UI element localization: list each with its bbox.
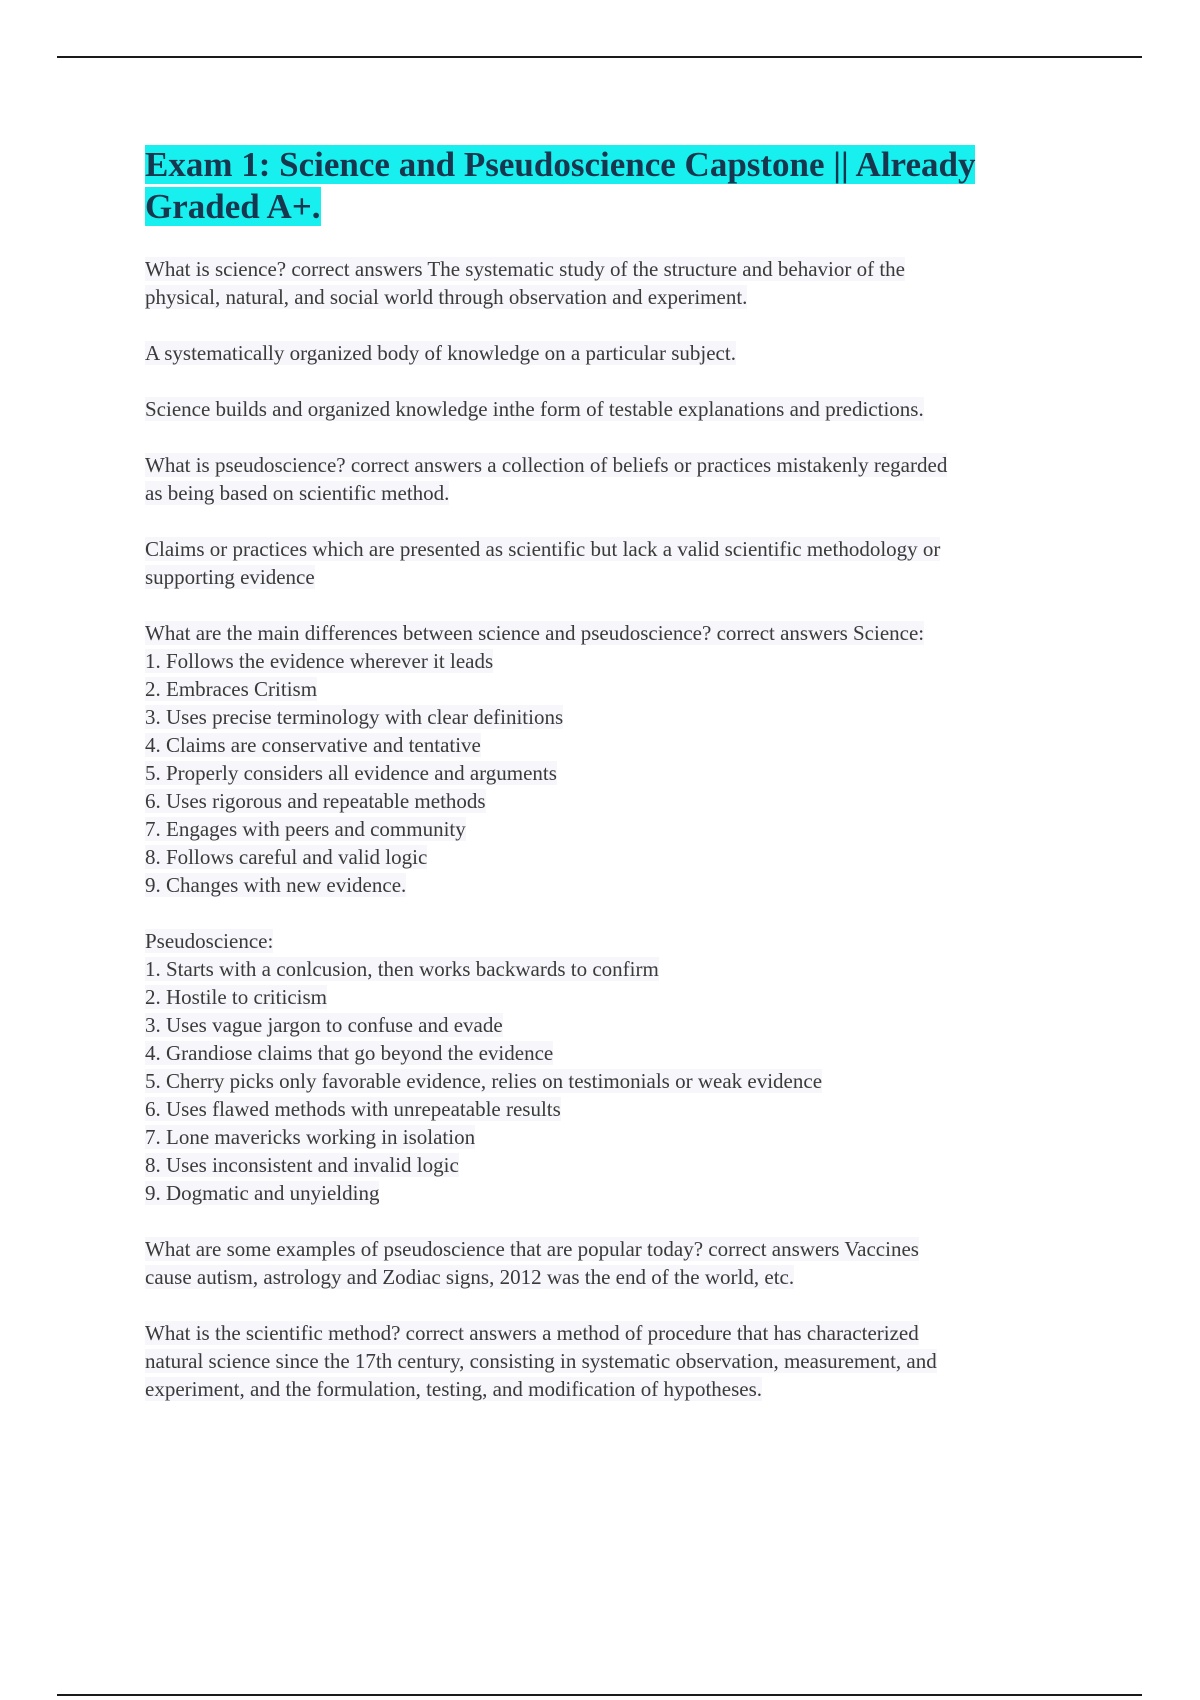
text-line: Science builds and organized knowledge inthe form of testable explanations and predictions. bbox=[145, 397, 924, 421]
list-item: Pseudoscience: bbox=[145, 929, 274, 953]
text-line: What is pseudoscience? correct answers a collection of beliefs or practices mistakenly regarded bbox=[145, 453, 948, 477]
list-item: 9. Dogmatic and unyielding bbox=[145, 1181, 380, 1205]
paragraph-organized-body bbox=[145, 339, 1075, 367]
text-line: as being based on scientific method. bbox=[145, 481, 450, 505]
list-item: 4. Grandiose claims that go beyond the evidence bbox=[145, 1041, 554, 1065]
list-item: 6. Uses flawed methods with unrepeatable results bbox=[145, 1097, 561, 1121]
text-line: supporting evidence bbox=[145, 565, 315, 589]
paragraph-science-definition bbox=[145, 255, 1075, 311]
list-item: 8. Uses inconsistent and invalid logic bbox=[145, 1153, 459, 1177]
text-line: physical, natural, and social world through observation and experiment. bbox=[145, 285, 748, 309]
list-item: 3. Uses vague jargon to confuse and evade bbox=[145, 1013, 503, 1037]
text-line: natural science since the 17th century, consisting in systematic observation, measurement, and bbox=[145, 1349, 937, 1373]
paragraph-science-builds bbox=[145, 395, 1075, 423]
list-item: 8. Follows careful and valid logic bbox=[145, 845, 428, 869]
text-line: experiment, and the formulation, testing, and modification of hypotheses. bbox=[145, 1377, 763, 1401]
text-line: Claims or practices which are presented as scientific but lack a valid scientific methodology or bbox=[145, 537, 941, 561]
list-item: 1. Follows the evidence wherever it leads bbox=[145, 649, 494, 673]
text-line: What is the scientific method? correct answers a method of procedure that has characterized bbox=[145, 1321, 919, 1345]
title-line: Exam 1: Science and Pseudoscience Capstone || Already bbox=[145, 145, 976, 184]
list-item: 7. Engages with peers and community bbox=[145, 817, 466, 841]
text-line: What are some examples of pseudoscience that are popular today? correct answers Vaccines bbox=[145, 1237, 919, 1261]
footer-rule bbox=[57, 1694, 1142, 1696]
list-item: 6. Uses rigorous and repeatable methods bbox=[145, 789, 486, 813]
document-body bbox=[145, 144, 1075, 1431]
list-item: 7. Lone mavericks working in isolation bbox=[145, 1125, 476, 1149]
title-line: Graded A+. bbox=[145, 187, 321, 226]
list-item: 2. Embraces Critism bbox=[145, 677, 318, 701]
list-item: 3. Uses precise terminology with clear definitions bbox=[145, 705, 564, 729]
list-item: 9. Changes with new evidence. bbox=[145, 873, 407, 897]
paragraph-pseudoscience-definition bbox=[145, 451, 1075, 507]
text-line: What is science? correct answers The systematic study of the structure and behavior of the bbox=[145, 257, 905, 281]
document-title bbox=[145, 144, 1075, 228]
list-item: 5. Properly considers all evidence and arguments bbox=[145, 761, 557, 785]
pseudoscience-traits-list bbox=[145, 927, 1075, 1207]
list-item: 2. Hostile to criticism bbox=[145, 985, 327, 1009]
paragraph-examples bbox=[145, 1235, 1075, 1291]
paragraph-scientific-method bbox=[145, 1319, 1075, 1403]
text-line: cause autism, astrology and Zodiac signs, 2012 was the end of the world, etc. bbox=[145, 1265, 795, 1289]
list-item: What are the main differences between science and pseudoscience? correct answers Science: bbox=[145, 621, 925, 645]
list-item: 4. Claims are conservative and tentative bbox=[145, 733, 481, 757]
list-item: 1. Starts with a conlcusion, then works backwards to confirm bbox=[145, 957, 659, 981]
paragraph-claims bbox=[145, 535, 1075, 591]
header-rule bbox=[57, 56, 1142, 58]
science-traits-list bbox=[145, 619, 1075, 899]
list-item: 5. Cherry picks only favorable evidence, relies on testimonials or weak evidence bbox=[145, 1069, 823, 1093]
text-line: A systematically organized body of knowledge on a particular subject. bbox=[145, 341, 736, 365]
